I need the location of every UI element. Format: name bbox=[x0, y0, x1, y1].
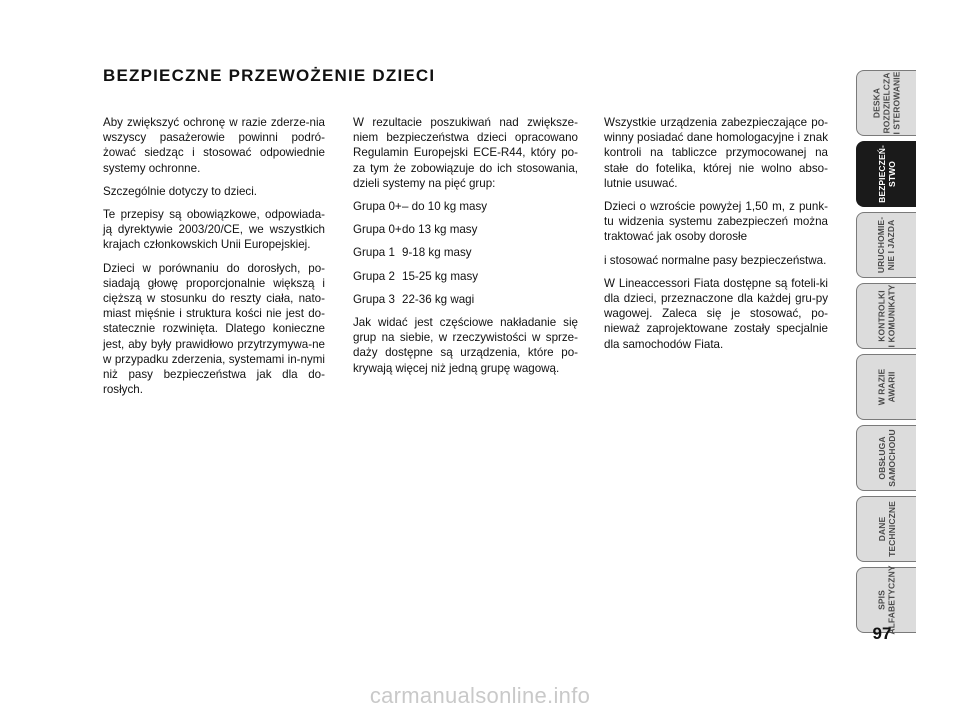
tab-bezpieczenstwo[interactable] bbox=[856, 141, 916, 207]
tab-deska-rozdzielcza[interactable] bbox=[856, 70, 916, 136]
group-weight: 9-18 kg masy bbox=[402, 246, 472, 260]
group-name: Grupa 2 bbox=[353, 269, 395, 283]
paragraph: W Lineaccessori Fiata dostępne są foteli-ki dla dzieci, przeznaczone dla każdej gru-py wagowej. Zaleca się je stosować, po-nieważ zaprojektowane zostały specjalnie dla samochodów Fiata. bbox=[604, 276, 828, 351]
text-column-1 bbox=[103, 115, 325, 405]
group-name: Grupa 0+ bbox=[353, 223, 402, 237]
tab-dane-techniczne[interactable] bbox=[856, 496, 916, 562]
group-name: Grupa 3 bbox=[353, 292, 395, 306]
text-column-3 bbox=[604, 115, 828, 360]
group-name: Grupa 0+ bbox=[353, 200, 402, 214]
group-row bbox=[353, 269, 578, 284]
tab-label: DANE TECHNICZNE bbox=[876, 501, 897, 557]
tab-label: OBSŁUGA SAMOCHODU bbox=[876, 429, 897, 487]
tab-uruchomienie-i-jazda[interactable] bbox=[856, 212, 916, 278]
group-row bbox=[353, 222, 578, 237]
paragraph: i stosować normalne pasy bezpieczeństwa. bbox=[604, 253, 827, 267]
page-title: BEZPIECZNE PRZEWOŻENIE DZIECI bbox=[103, 66, 436, 85]
group-weight: – do 10 kg masy bbox=[402, 200, 488, 214]
tab-w-razie-awarii[interactable] bbox=[856, 354, 916, 420]
group-row bbox=[353, 245, 578, 260]
paragraph: Te przepisy są obowiązkowe, odpowiada-ją dyrektywie 2003/20/CE, we wszystkich krajach członkowskich Unii Europejskiej. bbox=[103, 208, 325, 252]
tab-label: URUCHOMIE- NIE I JAZDA bbox=[876, 216, 897, 274]
group-weight: 22-36 kg wagi bbox=[402, 292, 475, 306]
tab-obsluga-samochodu[interactable] bbox=[856, 425, 916, 491]
group-name: Grupa 1 bbox=[353, 246, 395, 260]
paragraph: Jak widać jest częściowe nakładanie się grup na siebie, w rzeczywistości w sprze-daży dostępne są urządzenia, które po-krywają więcej niż jedną grupę wagową. bbox=[353, 316, 578, 375]
paragraph: Aby zwiększyć ochronę w razie zderze-nia wszyscy pasażerowie powinni podró-żować siedząc i stosować odpowiednie systemy ochronne. bbox=[103, 116, 325, 175]
tab-label: KONTROLKI I KOMUNIKATY bbox=[876, 284, 897, 348]
tab-label: BEZPIECZEŃ- STWO bbox=[876, 145, 897, 203]
watermark: carmanualsonline.info bbox=[369, 683, 591, 708]
paragraph: Wszystkie urządzenia zabezpieczające po-winny posiadać dane homologacyjne i znak kontroli na tabliczce przymocowanej na stałe do fotelika, której nie wolno abso-lutnie usuwać. bbox=[604, 116, 828, 190]
paragraph: Dzieci w porównaniu do dorosłych, po-siadają głowę proporcjonalnie większą i cięższą w stosunku do reszty ciała, nato-miast mięśnie i struktura kości nie jest do-statecznie rozwinięta. Dlatego konieczne jest, aby były prawidłowo przytrzymywa-ne w przypadku zderzenia, systemami in-nymi niż pasy bezpieczeństwa jak dla do-rosłych. bbox=[103, 261, 325, 397]
tab-label: SPIS ALFABETYCZNY bbox=[876, 565, 897, 635]
group-row bbox=[353, 199, 578, 214]
page-number: 97 bbox=[872, 624, 892, 643]
group-weight: do 13 kg masy bbox=[402, 223, 478, 237]
paragraph: Dzieci o wzroście powyżej 1,50 m, z punk-tu widzenia systemu zabezpieczeń można traktować jak osoby dorosłe bbox=[604, 200, 828, 244]
group-weight: 15-25 kg masy bbox=[402, 269, 479, 283]
tab-kontrolki-i-komunikaty[interactable] bbox=[856, 283, 916, 349]
tab-label: DESKA ROZDZIELCZA I STEROWANIE bbox=[871, 71, 902, 135]
text-column-2 bbox=[353, 115, 578, 384]
group-row bbox=[353, 292, 578, 307]
tab-label: W RAZIE AWARII bbox=[876, 368, 897, 406]
paragraph: W rezultacie poszukiwań nad zwiększe-niem bezpieczeństwa dzieci opracowano Regulamin Europejski ECE-R44, który po-za tym że zobowiązuje do ich stosowania, dzieli systemy na pięć grup: bbox=[353, 116, 578, 190]
paragraph: Szczególnie dotyczy to dzieci. bbox=[103, 184, 258, 198]
